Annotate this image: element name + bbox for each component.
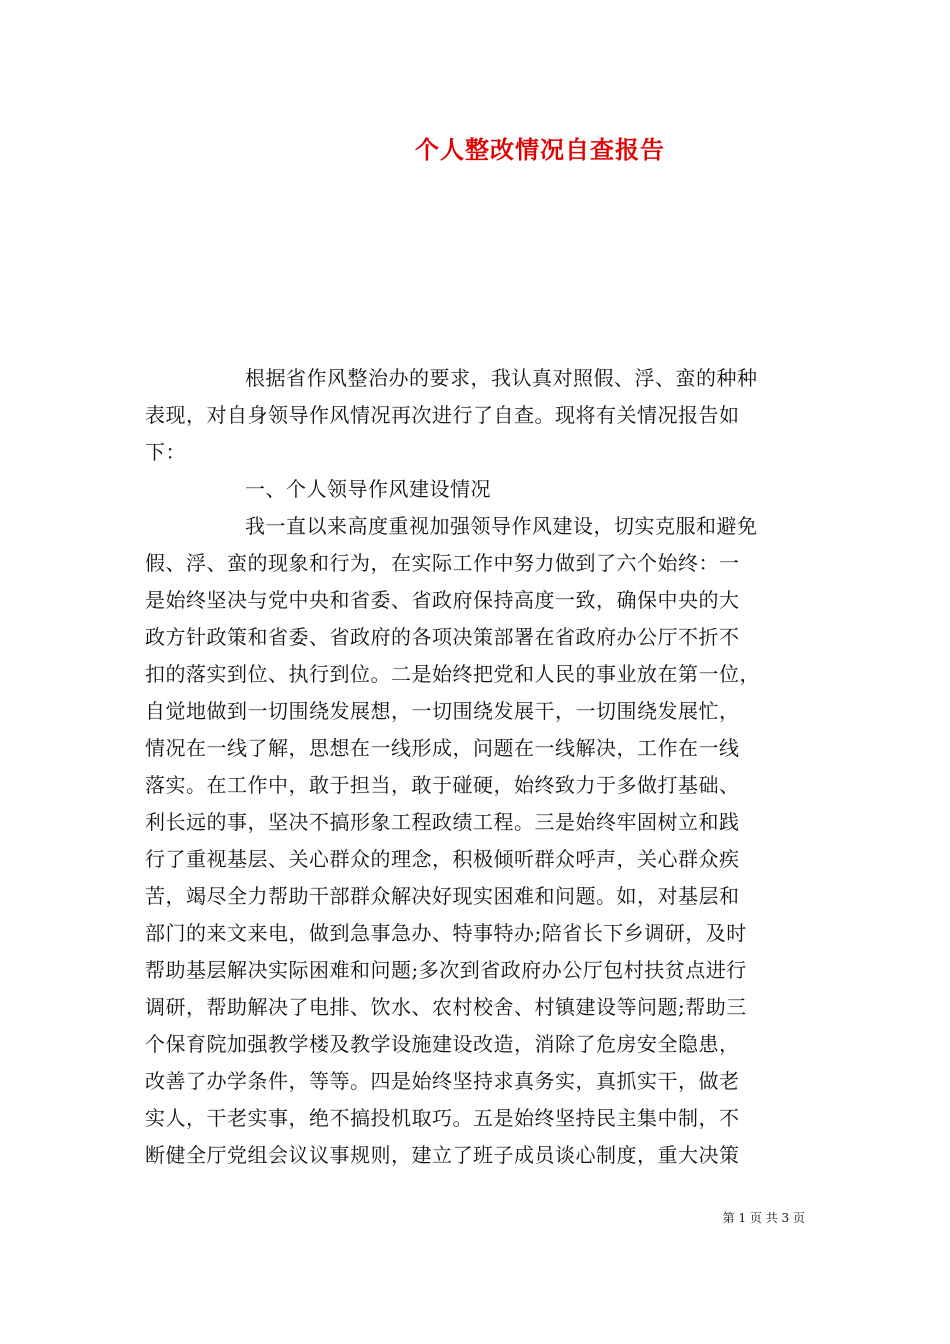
page-number-footer: 第 1 页 共 3 页 — [722, 1211, 805, 1225]
paragraph-line: 扣的落实到位、执行到位。二是始终把党和人民的事业放在第一位， — [145, 662, 760, 686]
paragraph-line: 政方针政策和省委、省政府的各项决策部署在省政府办公厅不折不 — [145, 625, 740, 649]
section-heading: 一、个人领导作风建设情况 — [245, 477, 491, 501]
paragraph-line: 部门的来文来电，做到急事急办、特事特办;陪省长下乡调研，及时 — [145, 921, 747, 945]
paragraph-line: 行了重视基层、关心群众的理念，积极倾听群众呼声，关心群众疾 — [145, 847, 740, 871]
paragraph-line: 假、浮、蛮的现象和行为，在实际工作中努力做到了六个始终：一 — [145, 551, 740, 575]
document-title: 个人整改情况自查报告 — [415, 135, 665, 164]
paragraph-line: 改善了办学条件，等等。四是始终坚持求真务实，真抓实干，做老 — [145, 1069, 740, 1093]
paragraph-line: 帮助基层解决实际困难和问题;多次到省政府办公厅包村扶贫点进行 — [145, 958, 747, 982]
paragraph-line: 根据省作风整治办的要求，我认真对照假、浮、蛮的种种 — [245, 366, 758, 390]
paragraph-line: 表现，对自身领导作风情况再次进行了自查。现将有关情况报告如 — [145, 403, 740, 427]
paragraph-line: 调研，帮助解决了电排、饮水、农村校舍、村镇建设等问题;帮助三 — [145, 995, 747, 1019]
paragraph-line: 实人，干老实事，绝不搞投机取巧。五是始终坚持民主集中制，不 — [145, 1106, 740, 1130]
paragraph-line: 自觉地做到一切围绕发展想，一切围绕发展干，一切围绕发展忙， — [145, 699, 740, 723]
paragraph-line: 断健全厅党组会议议事规则，建立了班子成员谈心制度，重大决策 — [145, 1143, 740, 1167]
paragraph-line: 情况在一线了解，思想在一线形成，问题在一线解决，工作在一线 — [145, 736, 740, 760]
paragraph-line: 利长远的事，坚决不搞形象工程政绩工程。三是始终牢固树立和践 — [145, 810, 740, 834]
paragraph-line: 是始终坚决与党中央和省委、省政府保持高度一致，确保中央的大 — [145, 588, 740, 612]
paragraph-line: 个保育院加强教学楼及教学设施建设改造，消除了危房安全隐患， — [145, 1032, 740, 1056]
paragraph-line: 我一直以来高度重视加强领导作风建设，切实克服和避免 — [245, 514, 758, 538]
paragraph-line: 苦，竭尽全力帮助干部群众解决好现实困难和问题。如，对基层和 — [145, 884, 740, 908]
paragraph-line: 下： — [145, 440, 186, 464]
paragraph-line: 落实。在工作中，敢于担当，敢于碰硬，始终致力于多做打基础、 — [145, 773, 740, 797]
